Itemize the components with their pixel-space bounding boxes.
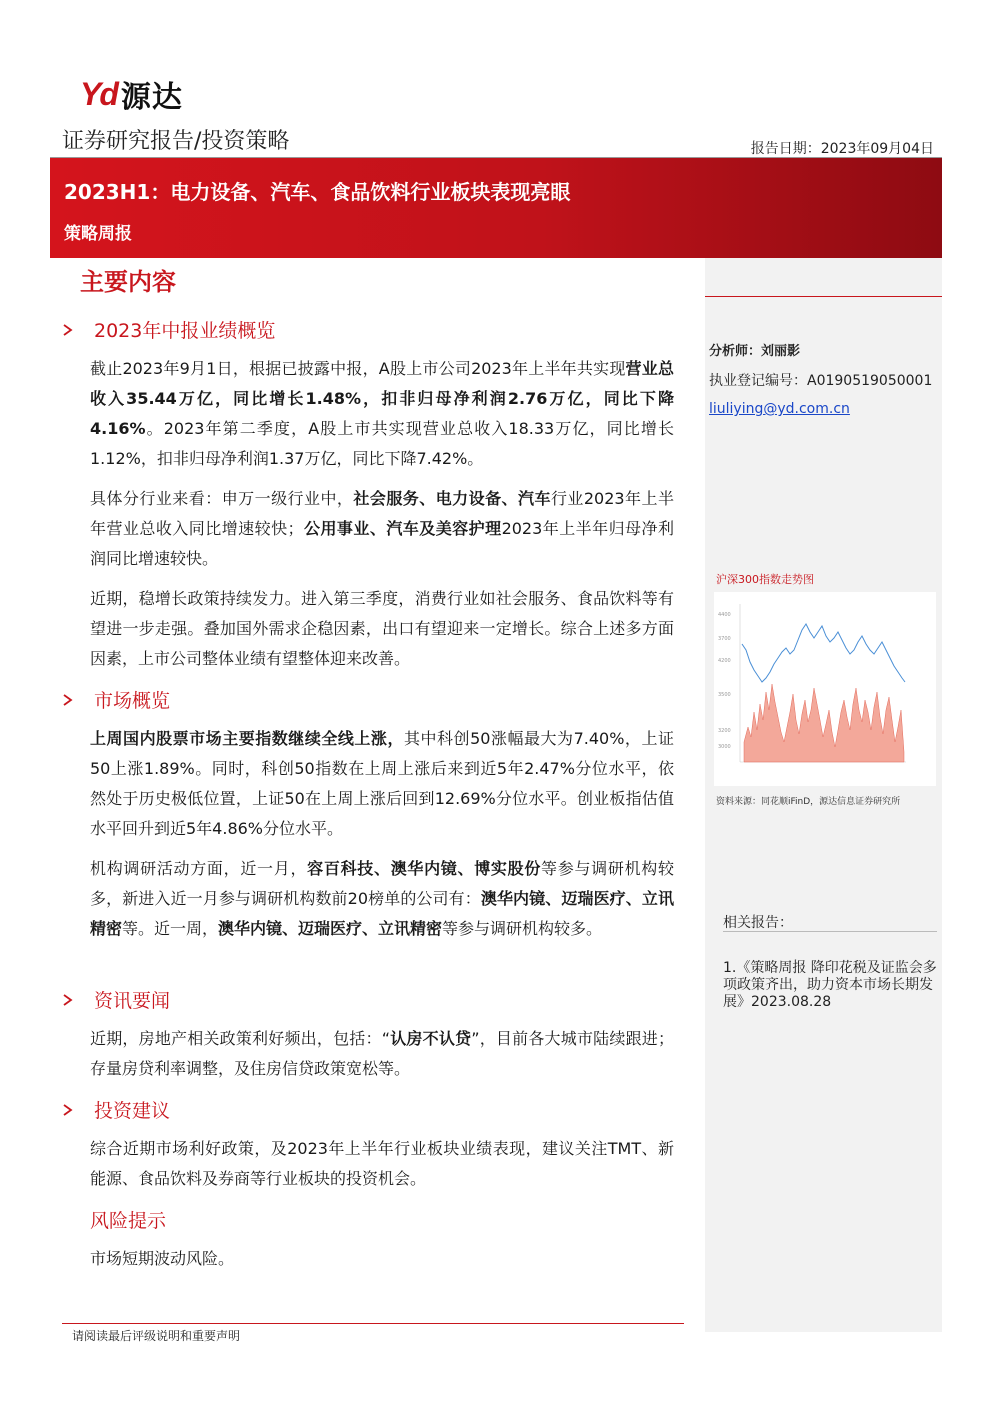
section-heading: [62, 986, 170, 1013]
chart-tick-label: 3000: [718, 744, 731, 750]
chevron-right-icon: [62, 993, 74, 1007]
sidebar-divider: [705, 296, 942, 297]
paragraph-news: 近期，房地产相关政策利好频出，包括：“认房不认贷”，目前各大城市陆续跟进；存量房贷利率调整，及住房信贷政策宽松等。: [90, 1029, 674, 1078]
chart-title: 沪深300指数走势图: [716, 573, 814, 586]
section-label: 投资建议: [94, 1100, 171, 1122]
company-logo: [80, 74, 183, 114]
report-subtitle: 策略周报: [64, 224, 132, 244]
chart-tick-label: 4400: [718, 612, 731, 618]
chart-tick-label: 3700: [718, 636, 731, 642]
analyst-name: 分析师：刘丽影: [709, 344, 801, 359]
report-type: 证券研究报告/投资策略: [62, 129, 290, 154]
related-divider: [723, 931, 937, 932]
logo-mark: Yd: [80, 75, 117, 112]
section-heading: [62, 316, 275, 343]
paragraph-earnings-overview: 截止2023年9月1日，根据已披露中报，A股上市公司2023年上半年共实现营业总收入35.44万亿，同比增长1.48%，扣非归母净利润2.76万亿，同比下降4.16%。2023年第二季度，A股上市共实现营业总收入18.33万亿，同比增长1.12%，扣非归母净利润1.37万亿，同比下降7.42%。: [90, 359, 674, 468]
chevron-right-icon: [62, 693, 74, 707]
related-report-link[interactable]: 1.《策略周报 降印花税及证监会多项政策齐出，助力资本市场长期发展》2023.08.28: [723, 960, 937, 1010]
paragraph-industry: 具体分行业来看：申万一级行业中，社会服务、电力设备、汽车行业2023年上半年营业总收入同比增速较快；公用事业、汽车及美容护理2023年上半年归母净利润同比增速较快。: [90, 489, 674, 568]
chart-svg: [714, 592, 936, 786]
paragraph-market: 上周国内股票市场主要指数继续全线上涨，其中科创50涨幅最大为7.40%，上证50上涨1.89%。同时，科创50指数在上周上涨后来到近5年2.47%分位水平，依然处于历史极低位置，上证50在上周上涨后回到12.69%分位水平。创业板指估值水平回升到近5年4.86%分位水平。: [90, 729, 674, 838]
paragraph-policy: 近期，稳增长政策持续发力。进入第三季度，消费行业如社会服务、食品饮料等有望进一步走强。叠加国外需求企稳因素，出口有望迎来一定增长。综合上述多方面因素，上市公司整体业绩有望整体迎来改善。: [90, 589, 674, 668]
analyst-email-link[interactable]: liuliying@yd.com.cn: [709, 401, 850, 417]
paragraph-research: 机构调研活动方面，近一月，容百科技、澳华内镜、博实股份等参与调研机构较多，新进入近一月参与调研机构数前20榜单的公司有：澳华内镜、迈瑞医疗、立讯精密等。近一周，澳华内镜、迈瑞医疗、立讯精密等参与调研机构较多。: [90, 859, 674, 938]
index-trend-chart: [714, 592, 936, 786]
main-content-title: 主要内容: [80, 268, 176, 296]
footer-disclaimer: 请阅读最后评级说明和重要声明: [72, 1329, 241, 1343]
report-title: 2023H1：电力设备、汽车、食品饮料行业板块表现亮眼: [64, 180, 571, 204]
chart-source: 资料来源：同花顺iFinD，源达信息证券研究所: [716, 797, 901, 807]
section-label: 2023年中报业绩概览: [94, 320, 276, 342]
chevron-right-icon: [62, 323, 74, 337]
section-heading: [62, 1096, 170, 1123]
chart-tick-label: 3500: [718, 692, 731, 698]
analyst-license: 执业登记编号：A0190519050001: [709, 373, 933, 389]
chart-tick-label: 4200: [718, 658, 731, 664]
section-label: 资讯要闻: [94, 990, 171, 1012]
index-line: [742, 624, 905, 682]
paragraph-risk: 市场短期波动风险。: [90, 1249, 235, 1268]
title-banner: [50, 158, 942, 258]
logo-text: 源达: [120, 80, 183, 115]
risk-heading: 风险提示: [90, 1210, 167, 1232]
footer-divider: [62, 1323, 684, 1324]
paragraph-advice: 综合近期市场利好政策，及2023年上半年行业板块业绩表现，建议关注TMT、新能源、食品饮料及券商等行业板块的投资机会。: [90, 1139, 674, 1188]
volume-area: [744, 684, 904, 762]
related-reports-title: 相关报告：: [723, 915, 793, 931]
report-date: 报告日期：2023年09月04日: [750, 141, 934, 157]
chevron-right-icon: [62, 1103, 74, 1117]
chart-tick-label: 3200: [718, 728, 731, 734]
section-label: 市场概览: [94, 690, 171, 712]
section-heading: [62, 686, 170, 713]
